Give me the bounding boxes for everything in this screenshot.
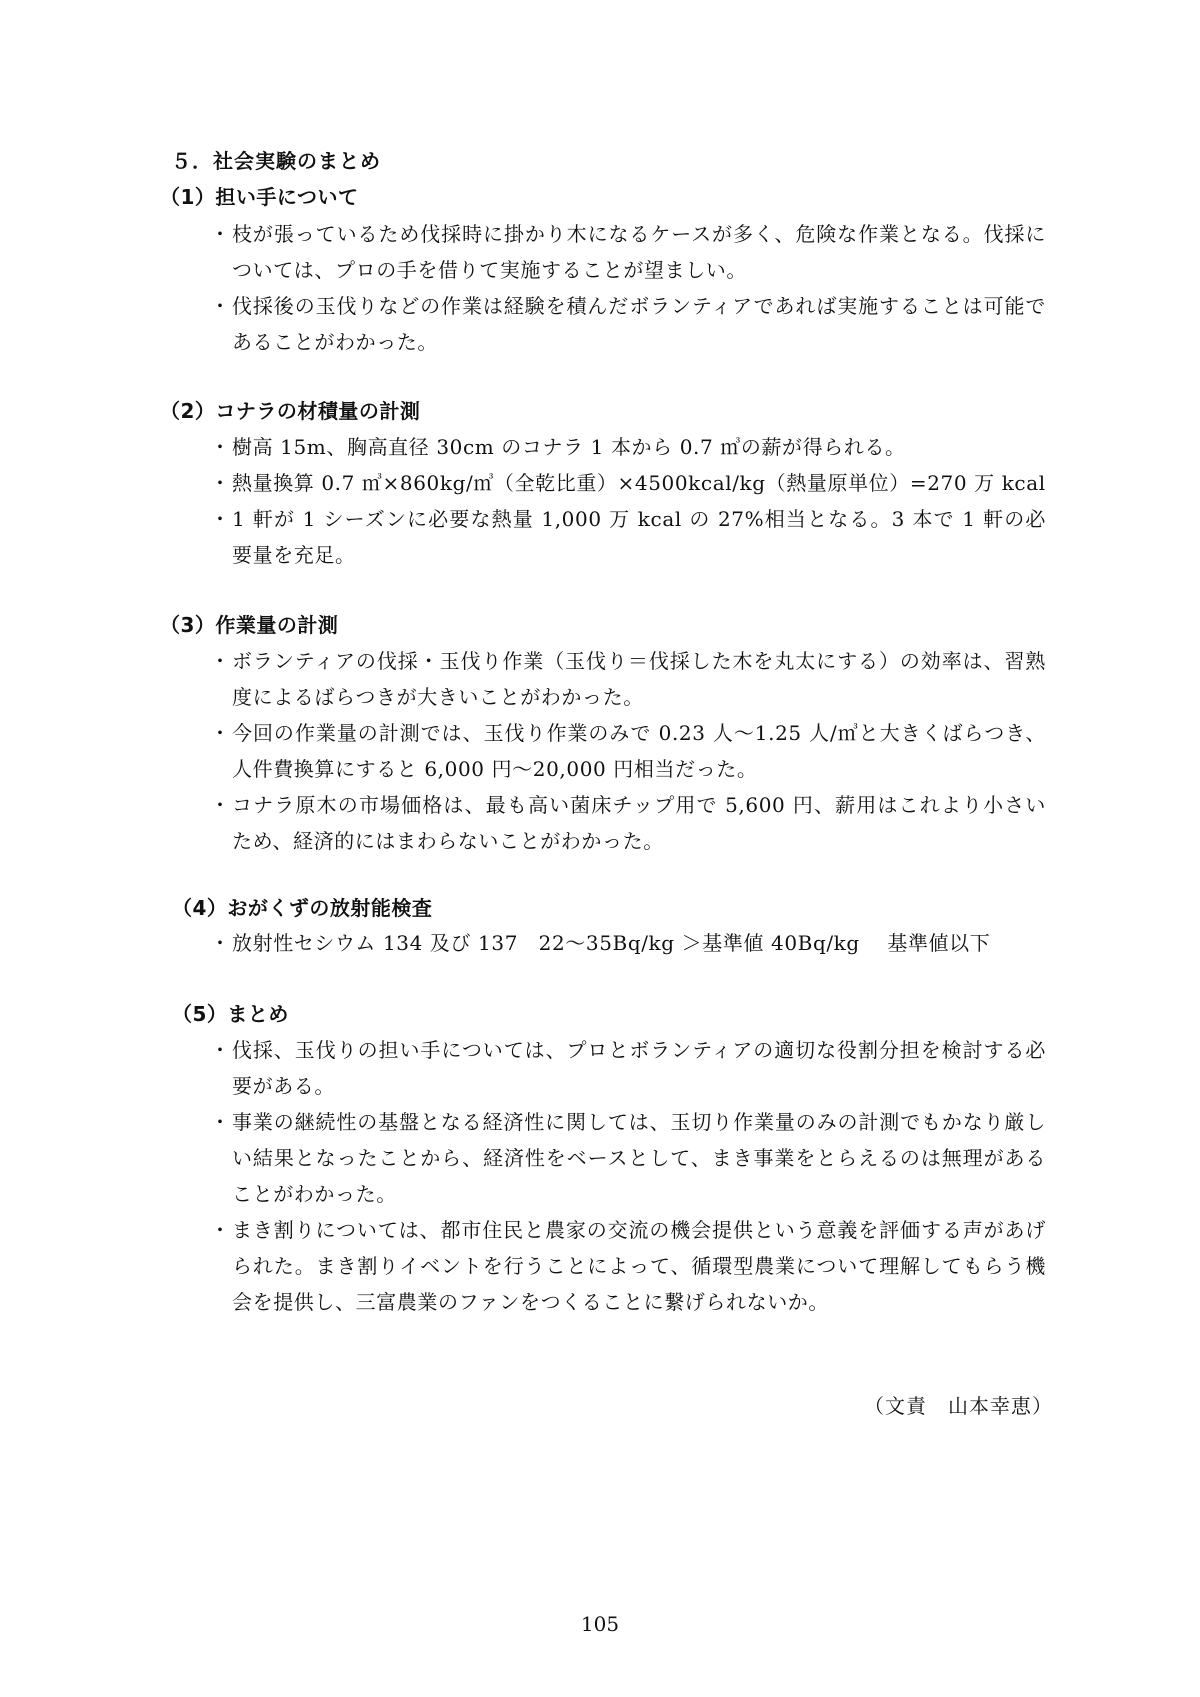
list-item: ・ 放射性セシウム 134 及び 137 22～35Bq/kg ＞基準値 40Bq/kg 基準値以下 — [214, 925, 1046, 961]
section-heading: （4）おがくずの放射能検査 — [172, 896, 433, 920]
list-item: ・ コナラ原木の市場価格は、最も高い菌床チップ用で 5,600 円、薪用はこれより小さいため、経済的にはまわらないことがわかった。 — [214, 787, 1046, 859]
list-item: ・ 伐採後の玉伐りなどの作業は経験を積んだボランティアであれば実施することは可能であることがわかった。 — [214, 288, 1046, 360]
page-number: 105 — [580, 1612, 620, 1636]
list-item: ・ 事業の継続性の基盤となる経済性に関しては、玉切り作業量のみの計測でもかなり厳しい結果となったことから、経済性をベースとして、まき事業をとらえるのは無理があることがわかった。 — [214, 1104, 1046, 1212]
list-item: ・ 伐採、玉伐りの担い手については、プロとボランティアの適切な役割分担を検討する必要がある。 — [214, 1032, 1046, 1104]
section-heading: （1）担い手について — [160, 185, 359, 209]
bullet-list — [214, 429, 1046, 573]
chapter-title: ５．社会実験のまとめ — [171, 149, 381, 173]
list-item: ・ まき割りについては、都市住民と農家の交流の機会提供という意義を評価する声があげられた。まき割りイベントを行うことによって、循環型農業について理解してもらう機会を提供し、三富農業のファンをつくることに繋げられないか。 — [214, 1212, 1046, 1320]
section-heading: （3）作業量の計測 — [160, 613, 339, 637]
list-item: ・ 樹高 15m、胸高直径 30cm のコナラ 1 本から 0.7 ㎥の薪が得られる。 — [214, 429, 1046, 465]
bullet-list — [214, 1032, 1046, 1320]
bullet-list — [214, 643, 1046, 859]
list-item: ・ 1 軒が 1 シーズンに必要な熱量 1,000 万 kcal の 27%相当となる。3 本で 1 軒の必要量を充足。 — [214, 501, 1046, 573]
section-heading: （5）まとめ — [172, 1002, 289, 1026]
section-heading: （2）コナラの材積量の計測 — [160, 399, 421, 423]
bullet-list — [214, 925, 1046, 961]
list-item: ・ 今回の作業量の計測では、玉伐り作業のみで 0.23 人～1.25 人/㎥と大きくばらつき、人件費換算にすると 6,000 円～20,000 円相当だった。 — [214, 715, 1046, 787]
bullet-list — [214, 216, 1046, 360]
list-item: ・ 熱量換算 0.7 ㎥×860kg/㎥（全乾比重）×4500kcal/kg（熱量原単位）=270 万 kcal — [214, 465, 1046, 501]
list-item: ・ ボランティアの伐採・玉伐り作業（玉伐り＝伐採した木を丸太にする）の効率は、習熟度によるばらつきが大きいことがわかった。 — [214, 643, 1046, 715]
author-credit: （文責 山本幸恵） — [864, 1394, 1053, 1418]
list-item: ・ 枝が張っているため伐採時に掛かり木になるケースが多く、危険な作業となる。伐採については、プロの手を借りて実施することが望ましい。 — [214, 216, 1046, 288]
